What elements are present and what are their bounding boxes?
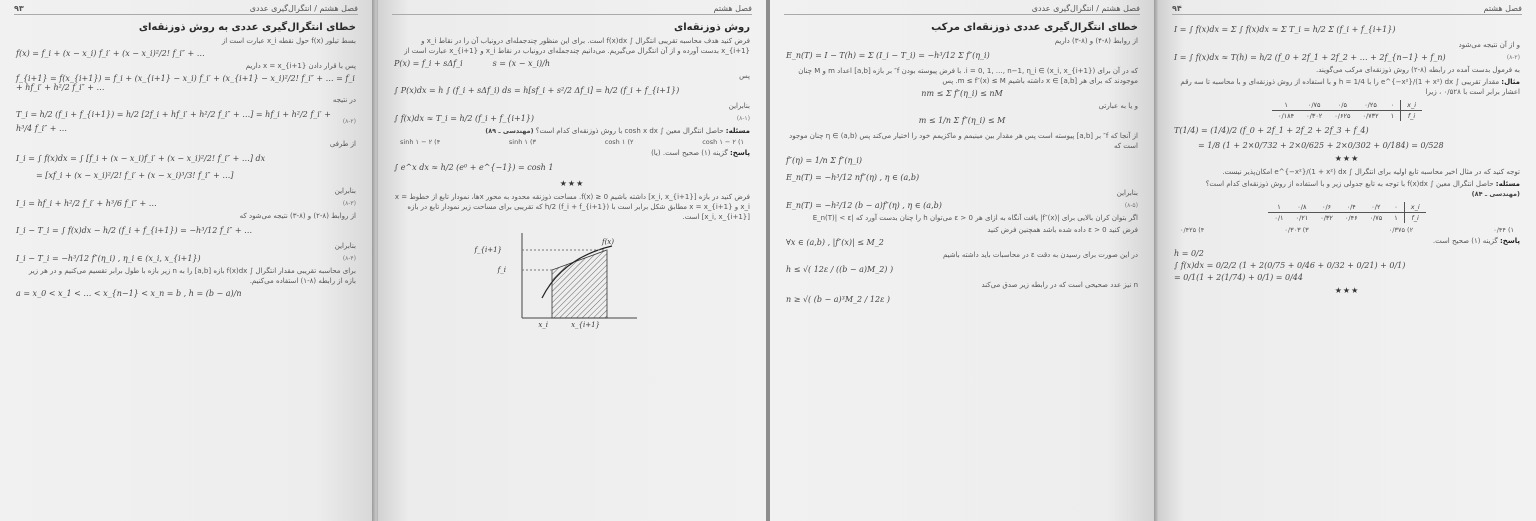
running-head: فصل هشتم / انتگرال‌گیری عددی	[249, 3, 358, 13]
running-header	[1172, 2, 1522, 15]
paragraph: فرض کنید هدف محاسبه تقریبی انتگرال ∫ f(x)dx است. برای این منظور چندجمله‌ای درونیاب آن را در نقاط x_i و x_{i+1} بدست آورده و از آن انتگرال می‌گیریم. می‌دانیم چندجمله‌ای درونیاب در نقاط x_i و x_{i+1} عبارت است از	[404, 37, 750, 55]
equation	[1174, 53, 1520, 62]
paragraph: که در آن برای i = 0, 1, …, n−1, η_i ∈ (x_i, x_{i+1}). با فرض پیوسته بودن f″ بر بازه [a,b] اعداد m و M چنان موجودند که برای هر x ∈ [a,b] داشته باشیم m ≤ f″(x) ≤ M. پس	[798, 67, 1138, 85]
table-cell: ۰/۷۵	[1300, 100, 1328, 111]
paragraph: از طرفی	[329, 140, 356, 148]
label-xi: x_i	[538, 321, 548, 329]
answer-label: پاسخ:	[1500, 237, 1520, 245]
equation-text: P(x) = f_i + sΔf_i	[394, 59, 463, 68]
equation	[1174, 273, 1520, 282]
equation	[1174, 124, 1520, 138]
equation-text: h = 0/2	[1174, 249, 1204, 258]
equation-number: (۸-۴)	[342, 255, 356, 262]
equation-number: (۸-۳)	[342, 200, 356, 207]
page-left-outer	[0, 0, 372, 521]
option-2: ۲) ۰/۳۷۵	[1388, 226, 1414, 234]
equation-text: T(1/4) = (1/4)/2 (f_0 + 2f_1 + 2f_2 + 2f_3 + f_4)	[1174, 126, 1369, 135]
answer-options	[1180, 226, 1514, 234]
paragraph: اگر بتوان کران بالایی برای |f″(x)| یافت آنگاه به ازای هر ε > 0 می‌توان h را چنان بدست آورد که |E_n(T)| < ε	[812, 214, 1138, 222]
equation-text: I_i = hf_i + h²/2 f_i′ + h³/6 f_i″ + …	[16, 199, 157, 208]
answer-text: گزینه (۱) صحیح است.	[1432, 237, 1498, 245]
problem-statement	[1174, 179, 1520, 199]
running-header	[784, 2, 1140, 15]
equation-text: f″(η) = 1/n Σ f″(η_i)	[786, 156, 862, 165]
equation	[16, 289, 356, 298]
example-text: مقدار تقریبی ∫ e^{−x²}/(1 + x²) dx را با h = 1/4 و با استفاده از روش ذوزنقه‌ای و با محاسبه تا سه رقم اعشار برابر است با ۰/۵۲۸ ، زیرا	[1180, 78, 1520, 96]
equation-number: (۸-۲)	[1506, 54, 1520, 61]
equation-text: I_i − T_i = −h³/12 f″(η_i) , η_i ∈ (x_i, x_{i+1})	[16, 254, 201, 263]
equation	[394, 161, 750, 175]
equation	[394, 59, 750, 68]
paragraph: به فرمول بدست آمده در رابطه (۸-۲) روش ذوزنقه‌ای مرکب می‌گویند.	[1316, 66, 1520, 74]
paragraph: پس با قرار دادن x = x_{i+1} داریم	[245, 62, 356, 70]
table-cell: ۱	[1268, 202, 1289, 213]
table-cell: ۰/۵	[1328, 100, 1356, 111]
table-cell: ۰/۶۲۵	[1334, 112, 1351, 120]
table-cell: ۰/۱	[1274, 214, 1284, 222]
page-number: ۹۳	[14, 3, 24, 13]
problem-statement	[394, 126, 750, 136]
section-title: روش ذوزنقه‌ای	[674, 22, 750, 33]
table-cell: ۰/۱۸۴	[1277, 112, 1295, 120]
table-cell: ۰/۷۵	[1369, 214, 1383, 222]
paragraph: از روابط (۸-۴) و (۸-۳) داریم	[1054, 37, 1138, 45]
equation	[16, 199, 356, 208]
section-separator: ★★★	[1334, 154, 1360, 163]
equation-text: T_i = h/2 (f_i + f_{i+1}) = h/2 [2f_i + hf_i′ + h²/2 f_i″ + …] = hf_i + h²/2 f_i′ + h³/4 f_i″ + …	[16, 110, 331, 133]
equation	[786, 201, 1138, 210]
equation	[16, 224, 356, 238]
paragraph: توجه کنید که در مثال اخیر محاسبه تابع اولیه برای انتگرال ∫ e^{−x²}/(1 + x²) dx امکان‌پذیر نیست.	[1222, 168, 1520, 176]
equation	[1174, 249, 1520, 258]
equation	[786, 154, 1138, 168]
equation	[16, 74, 356, 92]
equation	[786, 238, 1138, 247]
option-2: ۲) cosh ۱	[604, 138, 634, 146]
running-head: فصل هشتم	[1483, 3, 1522, 13]
table-cell: ۰/۳۲	[1320, 214, 1333, 222]
equation-text: n ≥ √( (b − a)³M_2 / 12ε )	[786, 295, 891, 304]
equation-text: = 0/1(1 + 2(1/74) + 0/1) = 0/44	[1174, 273, 1303, 282]
paragraph: و از آن نتیجه می‌شود	[1458, 41, 1520, 49]
section-separator: ★★★	[1334, 286, 1360, 295]
label-fi1: f_{i+1}	[474, 246, 502, 254]
table-cell: ۰/۲۵	[1356, 100, 1384, 111]
page-number: ۹۴	[1172, 3, 1182, 13]
table-cell: ۱	[1394, 214, 1398, 222]
equation-text: m ≤ 1/n Σ f″(η_i) ≤ M	[918, 116, 1006, 125]
problem-tag: (مهندسی ـ ۸۹)	[485, 127, 534, 135]
paragraph: بنابراین	[728, 102, 750, 110]
table-row	[1272, 100, 1422, 111]
equation	[1174, 141, 1520, 150]
equation-text: nm ≤ Σ f″(η_i) ≤ nM	[921, 89, 1003, 98]
equation	[786, 263, 1138, 277]
problem-tag: (مهندسی ـ ۸۴)	[1471, 190, 1520, 198]
page-left-inner	[378, 0, 766, 521]
table-cell: ۰/۶	[1314, 202, 1339, 213]
table-header-cell: f_i	[1404, 213, 1425, 224]
equation-text: I_i = ∫ f(x)dx = ∫ [f_i + (x − x_i)f_i′ + (x − x_i)²/2! f_i″ + …] dx	[16, 154, 266, 163]
equation-text: s = (x − x_i)/h	[492, 59, 550, 68]
equation-text: E_n(T) = −h²/12 (b − a)f″(η) , η ∈ (a,b)	[786, 201, 942, 210]
equation-text: I_i − T_i = ∫ f(x)dx − h/2 (f_i + f_{i+1}) = −h³/12 f_i″ + …	[16, 226, 253, 235]
equation	[394, 114, 750, 123]
equation	[16, 169, 356, 183]
paragraph: بسط تیلور f(x) حول نقطه x_i عبارت است از	[221, 37, 356, 45]
equation	[786, 49, 1138, 63]
option-1: ۱) ۰/۴۴	[1493, 226, 1514, 234]
page-right-outer	[1158, 0, 1536, 521]
equation-number: (۸-۲)	[342, 118, 356, 125]
trapezoid-figure	[474, 228, 642, 329]
paragraph: در این صورت برای رسیدن به دقت ε در محاسبات باید داشته باشیم	[942, 251, 1138, 259]
equation-text: ∫ f(x)dx ≈ T_i = h/2 (f_i + f_{i+1})	[394, 114, 535, 123]
running-head: فصل هشتم	[713, 3, 752, 13]
paragraph: فرض کنید ε > 0 داده شده باشد همچنین فرض کنید	[987, 226, 1138, 234]
label-fi: f_i	[497, 266, 506, 274]
problem-text: حاصل انتگرال معین ∫ f(x)dx با توجه به تابع جدولی زیر و با استفاده از روش ذوزنقه‌ای کدام است؟	[1205, 180, 1494, 188]
table-row	[1272, 111, 1422, 122]
equation-text: f(x) = f_i + (x − x_i) f_i′ + (x − x_i)²/2! f_i″ + …	[16, 49, 205, 58]
table-header-cell: f_i	[1401, 111, 1422, 122]
left-spread	[0, 0, 766, 521]
equation	[394, 84, 750, 98]
equation-text: I = ∫ f(x)dx ≈ T(h) = h/2 (f_0 + 2f_1 + 2f_2 + … + 2f_{n−1} + f_n)	[1174, 53, 1446, 62]
paragraph: بنابراین	[1116, 189, 1138, 197]
table-cell: ۰/۴۶	[1344, 214, 1358, 222]
running-head: فصل هشتم / انتگرال‌گیری عددی	[1031, 3, 1140, 13]
paragraph: از روابط (۸-۲) و (۸-۳) نتیجه می‌شود که	[239, 212, 356, 220]
paragraph: بنابراین	[334, 187, 356, 195]
equation-text: E_n(T) = −h³/12 nf″(η) , η ∈ (a,b)	[786, 173, 920, 182]
example	[1174, 77, 1520, 97]
paragraph: و یا به عبارتی	[1098, 102, 1138, 110]
table-cell: ۰/۸	[1290, 202, 1315, 213]
equation	[16, 108, 356, 136]
right-spread	[770, 0, 1536, 521]
table-row	[1268, 202, 1425, 213]
paragraph: فرض کنید در بازه [x_i, x_{i+1}] داشته باشیم f(x) ≥ 0. مساحت ذوزنقه محدود به محور x‌ها، نمودار تابع از خطوط x = x_i و x = x_{i+1} مطابق شکل برابر است با h/2 (f_i + f_{i+1}) که تقریبی برای مساحت زیر نمودار تابع در بازه [x_i, x_{i+1}] است.	[394, 193, 750, 221]
running-header	[392, 2, 752, 15]
answer-note: (یا)	[651, 149, 661, 157]
running-header	[14, 2, 358, 15]
answer-text: گزینه (۱) صحیح است.	[662, 149, 728, 157]
equation-text: ∫ P(x)dx = h ∫ (f_i + sΔf_i) ds = h[sf_i + s²/2 Δf_i] = h/2 (f_i + f_{i+1})	[394, 86, 680, 95]
equation	[786, 114, 1138, 128]
answer-label: پاسخ:	[730, 149, 750, 157]
paragraph: بنابراین	[334, 242, 356, 250]
equation	[1174, 23, 1520, 37]
table-cell: ۰	[1385, 100, 1401, 111]
equation-text: = 1/8 (1 + 2×0/732 + 2×0/625 + 2×0/302 + 0/184) = 0/528	[1198, 141, 1444, 150]
paragraph: در نتیجه	[332, 96, 356, 104]
equation-number: (۸-۱)	[736, 115, 750, 122]
problem-text: حاصل انتگرال معین ∫ cosh x dx با روش ذوزنقه‌ای کدام است؟	[535, 127, 724, 135]
problem-label: مسئله:	[1495, 180, 1520, 188]
equation-text: I = ∫ f(x)dx = Σ ∫ f(x)dx ≈ Σ T_i = h/2 Σ (f_i + f_{i+1})	[1174, 25, 1396, 34]
trapezoid-area	[552, 250, 607, 318]
table-row	[1268, 213, 1425, 224]
data-table	[1272, 100, 1422, 121]
equation-text: ∫ e^x dx ≈ h/2 (e⁰ + e^{−1}) = cosh 1	[394, 163, 554, 172]
table-cell: ۰/۲	[1364, 202, 1389, 213]
equation	[786, 293, 1138, 307]
answer	[1174, 236, 1520, 246]
option-4: ۴) ۰/۴۲۵	[1180, 226, 1205, 234]
option-1: ۱) cosh ۱ − ۲	[702, 138, 744, 146]
section-separator: ★★★	[559, 179, 585, 188]
equation	[1174, 261, 1520, 270]
equation-number: (۸-۵)	[1124, 202, 1138, 209]
table-cell: ۰/۲۱	[1295, 214, 1309, 222]
equation-text: h ≤ √( 12ε / ((b − a)M_2) )	[786, 265, 894, 274]
paragraph: از آنجا که f″ بر [a,b] پیوسته است پس هر مقدار بین مینیمم و ماکزیمم خود را اختیار می‌کند پس η ∈ (a,b) چنان موجود است که	[789, 132, 1138, 150]
option-3: ۳) sinh ۱	[508, 138, 537, 146]
label-xi1: x_{i+1}	[571, 321, 600, 329]
table-header-cell: x_i	[1404, 202, 1425, 213]
equation	[786, 89, 1138, 98]
answer	[394, 148, 750, 158]
table-header-cell: x_i	[1401, 100, 1422, 111]
equation	[16, 152, 356, 166]
page-right-inner	[770, 0, 1154, 521]
table-cell: ۰/۴	[1339, 202, 1364, 213]
section-title: خطای انتگرال‌گیری عددی به روش ذوزنقه‌ای	[138, 22, 356, 33]
equation	[786, 171, 1138, 185]
equation-text: ∀x ∈ (a,b) , |f″(x)| ≤ M_2	[786, 238, 884, 247]
table-cell: ۱	[1272, 100, 1300, 111]
example-label: مثال:	[1501, 78, 1520, 86]
table-cell: ۰	[1388, 202, 1404, 213]
option-4: ۴) sinh ۱ − ۲	[400, 138, 441, 146]
equation-text: E_n(T) = I − T(h) = Σ (I_i − T_i) = −h³/12 Σ f″(η_i)	[786, 51, 990, 60]
equation-text: a = x_0 < x_1 < … < x_{n−1} < x_n = b , h = (b − a)/n	[16, 289, 242, 298]
section-title: خطای انتگرال‌گیری عددی ذوزنقه‌ای مرکب	[931, 22, 1138, 33]
data-table	[1268, 202, 1425, 223]
equation-text: = [xf_i + (x − x_i)²/2! f_i′ + (x − x_i)³/3! f_i″ + …]	[36, 171, 234, 180]
problem-label: مسئله:	[725, 127, 750, 135]
table-cell: ۰/۷۳۲	[1362, 112, 1379, 120]
table-cell: ۱	[1390, 112, 1395, 120]
label-fx: f(x)	[601, 238, 614, 246]
equation	[16, 254, 356, 263]
answer-options	[400, 138, 744, 146]
paragraph: پس	[739, 72, 750, 80]
equation-text: f_{i+1} = f(x_{i+1}) = f_i + (x_{i+1} − x_i) f_i′ + (x_{i+1} − x_i)²/2! f_i″ + … = f_i + hf_i′ + h²/2 f_i″ + …	[16, 74, 355, 92]
equation	[16, 49, 356, 58]
paragraph: n نیز عدد صحیحی است که در رابطه زیر صدق می‌کند	[981, 281, 1138, 289]
option-3: ۳) ۰/۳۰۳	[1284, 226, 1309, 234]
table-cell: ۰/۳۰۲	[1306, 112, 1323, 120]
paragraph: برای محاسبه تقریبی مقدار انتگرال ∫ f(x)dx بازه [a,b] را به n زیر بازه با طول برابر تقسیم می‌کنیم و در هر زیر بازه از رابطه (۸-۱) استفاده می‌کنیم.	[28, 267, 356, 285]
equation-text: ∫ f(x)dx = 0/2/2 (1 + 2(0/75 + 0/46 + 0/32 + 0/21) + 0/1)	[1174, 261, 1406, 270]
trapezoid-diagram	[474, 228, 642, 329]
